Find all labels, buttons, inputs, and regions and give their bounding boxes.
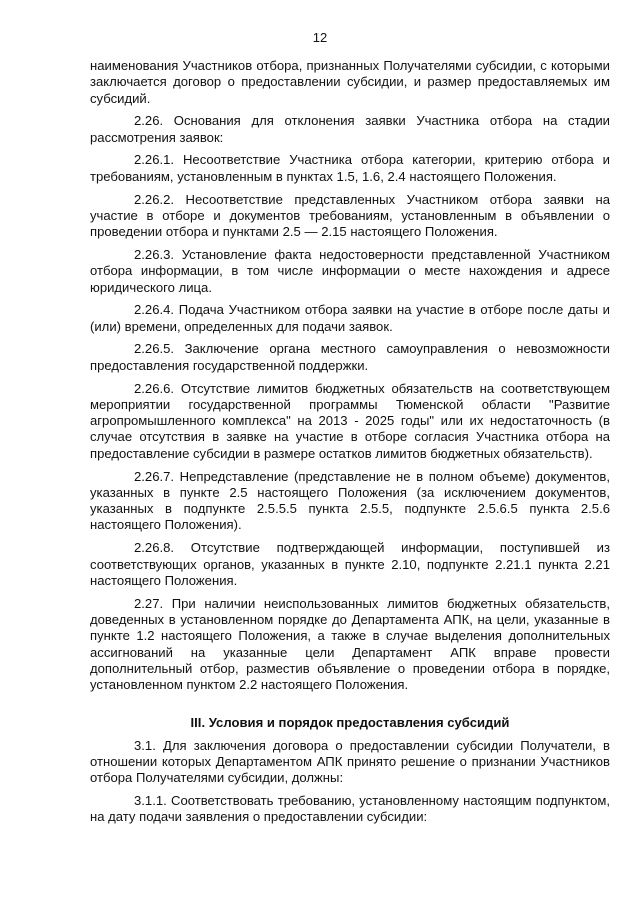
paragraph-2-26: 2.26. Основания для отклонения заявки Участника отбора на стадии рассмотрения заявок: — [90, 113, 610, 145]
paragraph-3-1-1: 3.1.1. Соответствовать требованию, установленному настоящим подпунктом, на дату подачи заявления о предоставлении субсидии: — [90, 793, 610, 825]
paragraph-2-26-1: 2.26.1. Несоответствие Участника отбора категории, критерию отбора и требованиям, установленным в пунктах 1.5, 1.6, 2.4 настоящего Положения. — [90, 152, 610, 184]
paragraph-continuation: наименования Участников отбора, признанных Получателями субсидии, с которыми заключается договор о предоставлении субсидии, и размер предоставляемых им субсидий. — [90, 58, 610, 106]
paragraph-2-26-2: 2.26.2. Несоответствие представленных Участником отбора заявки на участие в отборе и документов требованиям, установленным в объявлении о проведении отбора и пунктами 2.5 — 2.15 настоящего Положения. — [90, 191, 610, 240]
paragraph-2-27: 2.27. При наличии неиспользованных лимитов бюджетных обязательств, доведенных в установленном порядке до Департамента АПК, на цели, указанные в пункте 1.2 настоящего Положения, а также в случае выделения дополнительных ассигнований на указанные цели Департамент АПК вправе провести дополнительный отбор, разместив объявление о проведении отбора в порядке, установленном пунктом 2.2 настоящего Положения. — [90, 595, 610, 693]
paragraph-2-26-6: 2.26.6. Отсутствие лимитов бюджетных обязательств на соответствующем мероприятии государственной программы Тюменской области "Развитие агропромышленного комплекса" на 2013 - 2025 годы" или их недостаточность (в случае отсутствия в заявке на участие в отборе согласия Участника отбора на предоставление субсидии в размере остатков лимитов бюджетных обязательств). — [90, 380, 610, 461]
paragraph-2-26-8: 2.26.8. Отсутствие подтверждающей информации, поступившей из соответствующих органов, указанных в пункте 2.10, подпункте 2.21.1 пункта 2.21 настоящего Положения. — [90, 540, 610, 588]
paragraph-2-26-5: 2.26.5. Заключение органа местного самоуправления о невозможности предоставления государственной поддержки. — [90, 341, 610, 373]
paragraph-2-26-3: 2.26.3. Установление факта недостоверности представленной Участником отбора информации, в том числе информации о месте нахождения и адресе юридического лица. — [90, 246, 610, 295]
paragraph-2-26-7: 2.26.7. Непредставление (представление не в полном объеме) документов, указанных в пункте 2.5 настоящего Положения (за исключением документов, указанных в подпункте 2.5.5.5 пункта 2.5.5, подпункте 2.5.6.5 пункта 2.5.6 настоящего Положения). — [90, 468, 610, 533]
section-heading: III. Условия и порядок предоставления субсидий — [190, 715, 510, 731]
page-number: 12 — [312, 30, 328, 45]
paragraph-2-26-4: 2.26.4. Подача Участником отбора заявки на участие в отборе после даты и (или) времени, определенных для подачи заявок. — [90, 302, 610, 334]
paragraph-3-1: 3.1. Для заключения договора о предоставлении субсидии Получатели, в отношении которых Департаментом АПК принято решение о признании Участников отбора Получателями субсидии, должны: — [90, 737, 610, 786]
document-body — [90, 58, 610, 832]
